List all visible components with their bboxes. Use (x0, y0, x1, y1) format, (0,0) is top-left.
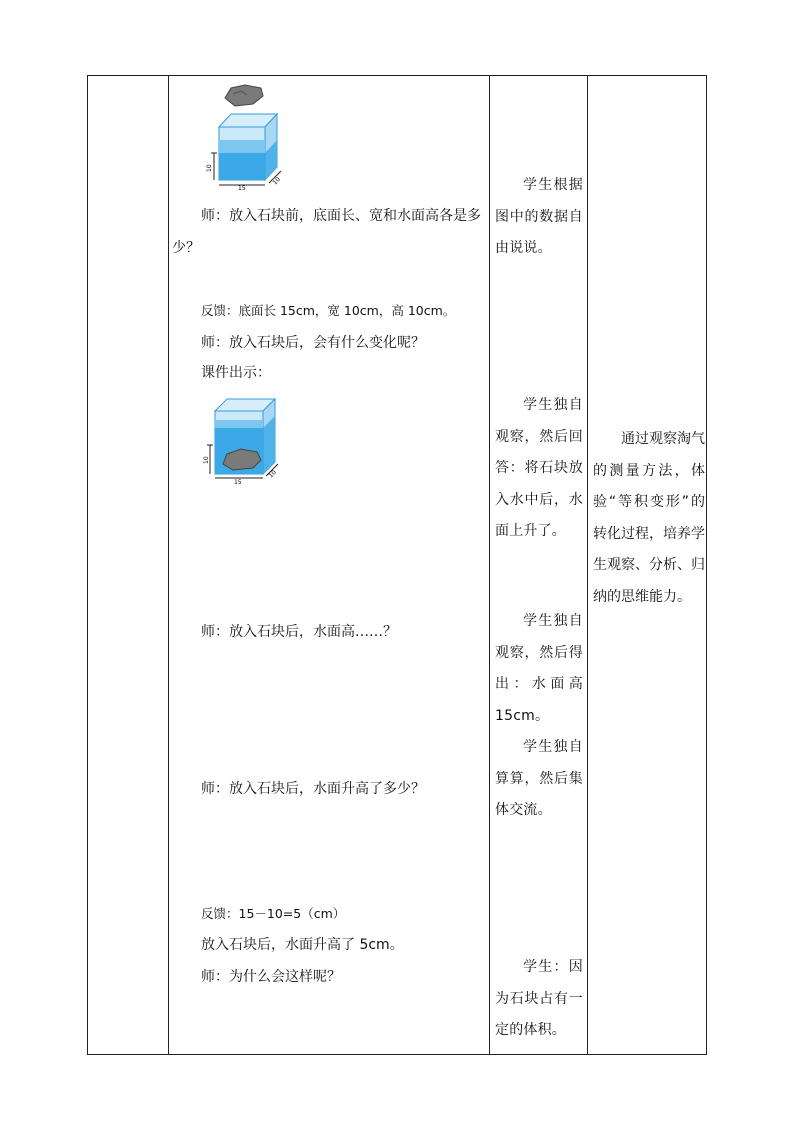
result-statement: 放入石块后，水面升高了 5cm。 (201, 937, 404, 953)
column-divider (587, 76, 588, 1054)
question-3: 师：放入石块后，水面高……？ (201, 624, 397, 640)
rock-icon (225, 85, 263, 106)
question-5: 师：为什么会这样呢？ (201, 969, 341, 985)
student-answer-2: 学生独自观察，然后回答：将石块放入水中后，水面上升了。 (495, 397, 583, 539)
tank-with-rock-figure (205, 398, 285, 484)
question-1-cont: 少？ (172, 240, 200, 256)
feedback-2: 反馈：15－10=5（cm） (201, 906, 346, 921)
courseware-label: 课件出示： (201, 365, 271, 381)
height-label: 10 (203, 456, 210, 464)
column-divider (489, 76, 490, 1054)
student-answer-5: 学生：因为石块占有一定的体积。 (495, 959, 583, 1038)
length-label: 15 (234, 479, 242, 486)
student-answer-1: 学生根据图中的数据自由说说。 (495, 177, 583, 256)
width-label: 10 (267, 469, 278, 480)
column-divider (168, 76, 169, 1054)
student-answer-3: 学生独自观察，然后得出：水面高15cm。 (495, 613, 583, 724)
length-label: 15 (238, 185, 246, 192)
student-answer-4: 学生独自算算，然后集体交流。 (495, 739, 583, 818)
tank-before-rock-figure (205, 82, 290, 192)
design-intent: 通过观察淘气的测量方法，体验“等积变形”的转化过程，培养学生观察、分析、归纳的思维能力。 (593, 431, 705, 605)
question-1: 师：放入石块前，底面长、宽和水面高各是多 (201, 208, 481, 224)
question-4: 师：放入石块后，水面升高了多少？ (201, 781, 425, 797)
question-2: 师：放入石块后，会有什么变化呢？ (201, 335, 425, 351)
feedback-1: 反馈：底面长 15cm，宽 10cm，高 10cm。 (201, 303, 456, 318)
width-label: 10 (271, 176, 282, 187)
height-label: 10 (206, 164, 213, 172)
